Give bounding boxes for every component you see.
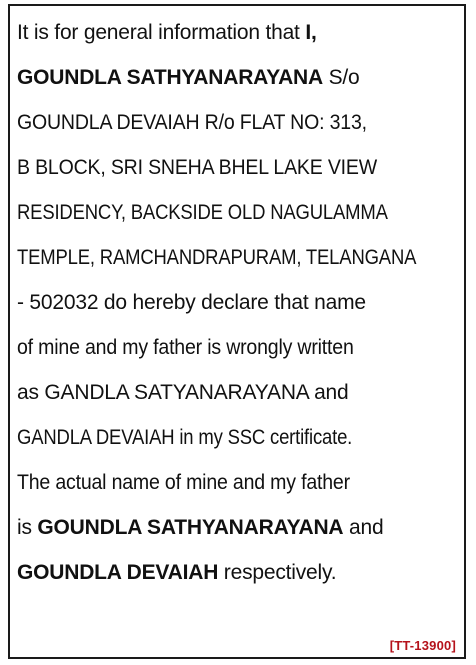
legal-notice [8,4,466,659]
notice-line-5: RESIDENCY, BACKSIDE OLD NAGULAMMA [17,201,388,224]
notice-line-12: is GOUNDLA SATHYANARAYANA and [17,516,384,539]
notice-line-10: GANDLA DEVAIAH in my SSC certificate. [17,426,353,449]
notice-reference-code: [TT-13900] [389,638,456,653]
notice-line-9: as GANDLA SATYANARAYANA and [17,381,349,404]
notice-line-13: GOUNDLA DEVAIAH respectively. [17,561,337,584]
notice-line-6: TEMPLE, RAMCHANDRAPURAM, TELANGANA [17,246,417,269]
notice-line-1: It is for general information that I, [17,21,317,44]
notice-line-7: - 502032 do hereby declare that name [17,291,366,314]
notice-line-11: The actual name of mine and my father [17,471,350,494]
notice-line-3: GOUNDLA DEVAIAH R/o FLAT NO: 313, [17,111,367,134]
notice-line-8: of mine and my father is wrongly written [17,336,354,359]
notice-line-2: GOUNDLA SATHYANARAYANA S/o [17,66,360,89]
notice-line-4: B BLOCK, SRI SNEHA BHEL LAKE VIEW [17,156,377,179]
